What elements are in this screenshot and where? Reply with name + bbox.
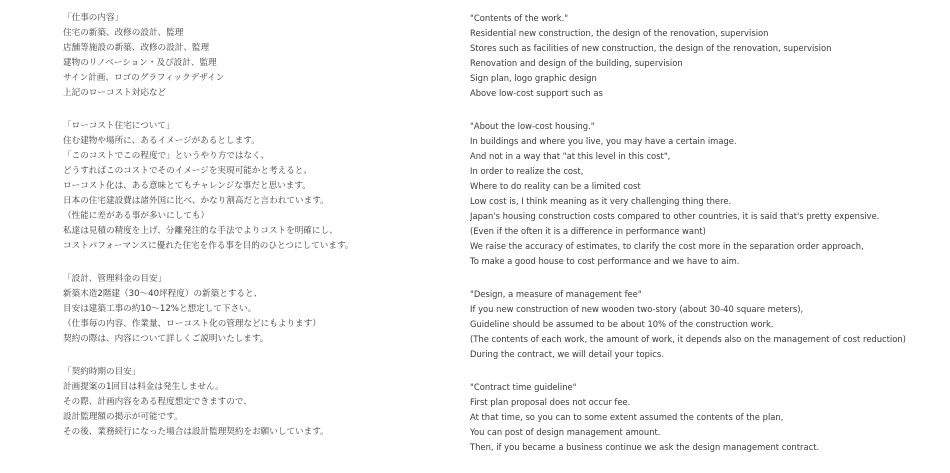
- ja-section-heading: 「ローコスト住宅について」: [63, 121, 175, 131]
- ja-section-fee-guideline: [63, 272, 463, 347]
- ja-line: 新築木造2階建（30〜40坪程度）の新築とすると、: [63, 289, 263, 299]
- en-section-heading: "Contents of the work.": [470, 13, 569, 23]
- ja-line: 住宅の新築、改修の設計、監理: [63, 28, 184, 38]
- en-line: Japan's housing construction costs compared to other countries, it is said that's pretty expensive.: [470, 211, 880, 221]
- ja-line: 目安は建築工事の約10〜12%と想定して下さい。: [63, 304, 257, 314]
- en-line: First plan proposal does not occur fee.: [470, 397, 631, 407]
- ja-line: 「このコストでこの程度で」というやり方ではなく、: [63, 151, 270, 161]
- ja-section-low-cost-housing: [63, 119, 463, 254]
- ja-line: （仕事毎の内容、作業量、ローコスト化の管理などにもよります）: [63, 319, 321, 329]
- ja-line: 私達は見積の精度を上げ、分離発注的な手法でよりコストを明確にし、: [63, 226, 338, 236]
- en-line: Low cost is, I think meaning as it very challenging thing there.: [470, 196, 732, 206]
- en-section-contract-time: [470, 380, 940, 455]
- ja-line: コストパフォーマンスに優れた住宅を作る事を目的のひとつにしています。: [63, 241, 354, 251]
- ja-section-contract-time: [63, 365, 463, 440]
- english-column: [470, 11, 940, 473]
- en-line: Residential new construction, the design of the renovation, supervision: [470, 28, 769, 38]
- en-section-fee-guideline: [470, 287, 940, 362]
- en-line: If you new construction of new wooden two-story (about 30-40 square meters),: [470, 304, 804, 314]
- ja-section-heading: 「仕事の内容」: [63, 13, 124, 23]
- ja-line: 計画提案の1回目は料金は発生しません。: [63, 382, 224, 392]
- en-line: And not in a way that "at this level in this cost",: [470, 151, 671, 161]
- en-line: At that time, so you can to some extent assumed the contents of the plan,: [470, 412, 784, 422]
- en-line: (The contents of each work, the amount of work, it depends also on the management of cost reduction): [470, 334, 906, 344]
- en-section-low-cost-housing: [470, 119, 940, 269]
- ja-line: 店舗等施設の新築、改修の設計、監理: [63, 43, 210, 53]
- en-line: During the contract, we will detail your topics.: [470, 349, 664, 359]
- ja-line: その後、業務続行になった場合は設計監理契約をお願いしています。: [63, 427, 329, 437]
- en-line: We raise the accuracy of estimates, to clarify the cost more in the separation order approach,: [470, 241, 864, 251]
- japanese-column: [63, 11, 463, 458]
- ja-line: 設計監理額の掲示が可能です。: [63, 412, 183, 422]
- en-line: Where to do reality can be a limited cost: [470, 181, 641, 191]
- en-section-work-contents: [470, 11, 940, 101]
- ja-line: 建物のリノベーション・及び設計、監理: [63, 58, 217, 68]
- ja-line: 上記のローコスト対応など: [63, 88, 167, 98]
- ja-line: その際、計画内容をある程度想定できますので、: [63, 397, 252, 407]
- en-line: To make a good house to cost performance and we have to aim.: [470, 256, 740, 266]
- en-line: You can post of design management amount.: [470, 427, 661, 437]
- en-line: Sign plan, logo graphic design: [470, 73, 597, 83]
- ja-section-heading: 「設計、管理料金の目安」: [63, 274, 167, 284]
- en-line: In order to realize the cost,: [470, 166, 584, 176]
- en-section-heading: "About the low-cost housing.": [470, 121, 595, 131]
- ja-line: （性能に差がある事が多いにしても）: [63, 211, 210, 221]
- en-line: Guideline should be assumed to be about 10% of the construction work.: [470, 319, 774, 329]
- ja-line: 日本の住宅建設費は諸外国に比べ、かなり割高だと言われています。: [63, 196, 329, 206]
- en-line: Renovation and design of the building, supervision: [470, 58, 683, 68]
- en-line: (Even if the often it is a difference in performance want): [470, 226, 706, 236]
- ja-line: どうすればこのコストでそのイメージを実現可能かと考えると、: [63, 166, 312, 176]
- ja-line: 契約の際は、内容について詳しくご説明いたします。: [63, 334, 269, 344]
- en-line: In buildings and where you live, you may have a certain image.: [470, 136, 737, 146]
- ja-line: 住む建物や場所に、あるイメージがあるとします。: [63, 136, 260, 146]
- en-line: Then, if you became a business continue we ask the design management contract.: [470, 442, 820, 452]
- en-line: Above low-cost support such as: [470, 88, 603, 98]
- en-line: Stores such as facilities of new construction, the design of the renovation, supervision: [470, 43, 832, 53]
- en-section-heading: "Contract time guideline": [470, 382, 577, 392]
- en-section-heading: "Design, a measure of management fee": [470, 289, 642, 299]
- ja-section-heading: 「契約時期の目安」: [63, 367, 141, 377]
- ja-section-work-contents: [63, 11, 463, 101]
- ja-line: ローコスト化は、ある意味とてもチャレンジな事だと思います。: [63, 181, 311, 191]
- ja-line: サイン計画、ロゴのグラフィックデザイン: [63, 73, 225, 83]
